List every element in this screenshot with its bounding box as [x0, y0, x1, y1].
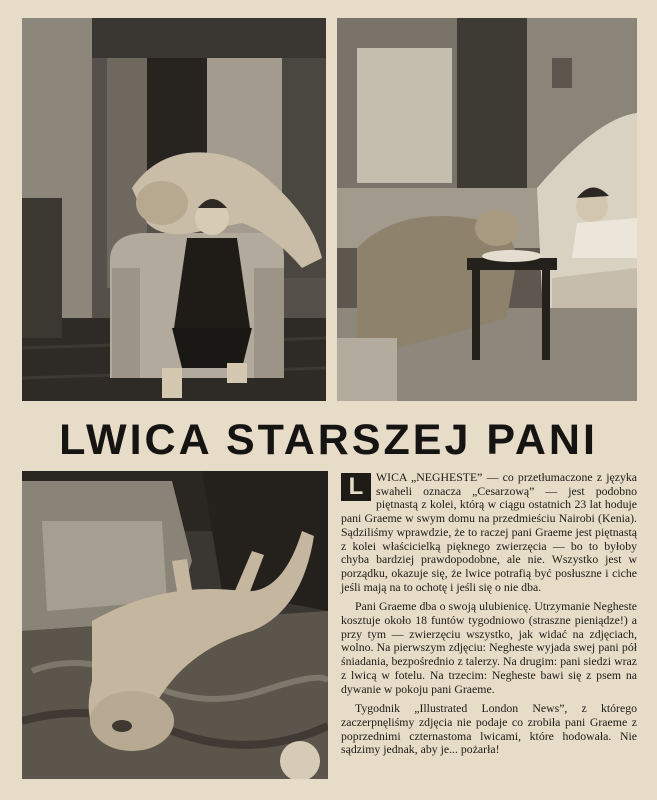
- article-body: [341, 471, 637, 763]
- article-paragraph-3: Tygodnik „Illustrated London News”, z którego zaczerpnęliśmy zdjęcia nie podaje co zrobiła pani Graeme z poprzednimi czternastoma lwicami, które hodowała. Nie sądzimy jednak, aby je... pożarła!: [341, 701, 637, 757]
- drop-cap: L: [341, 473, 371, 501]
- lioness-in-armchair-photo: [22, 18, 326, 401]
- article-paragraph-2: Pani Graeme dba o swoją ulubienicę. Utrzymanie Negheste kosztuje około 18 funtów tygodniowo (straszne pieniądze!) a przy tym — zwierzęciu wszystko, jak widać na zdjęciach, wolno. Na pierwszym zdjęciu: Negheste wyjada swej pani pół śniadania, bezpośrednio z talerzy. Na drugim: pani siedzi wraz z lwicą w fotelu. Na trzecim: Negheste bawi się z psem na dywanie w pokoju pani Graeme.: [341, 599, 637, 696]
- lioness-playing-on-rug-photo: [22, 471, 328, 779]
- photo-breakfast-scene: [337, 18, 637, 401]
- photo-armchair-scene: [22, 18, 326, 401]
- paragraph-1-text: WICA „NEGHESTE” — co przetłumaczone z języka swaheli oznacza „Cesarzową” — jest podobno piętnastą z kolei, którą w ciągu ostatnich 23 lat hoduje pani Graeme w swym domu na przedmieściu Nairobi (Kenia). Sądziliśmy wprawdzie, że to raczej pani Graeme jest piętnastą z kolei właścicielką pięknego zwierzęcia — bo to byłoby chyba bardziej prawdopodobne, ale nie. Wszystko jest w porządku, okazuje się, że lwice potrafią być posłuszne i ciche jeśli mają na to ochotę i jeśli się o nie dba.: [341, 470, 637, 594]
- article-headline: LWICA STARSZEJ PANI: [59, 416, 598, 464]
- article-paragraph-1: [341, 471, 637, 594]
- photo-rug-scene: [22, 471, 328, 779]
- lioness-eating-breakfast-photo: [337, 18, 637, 401]
